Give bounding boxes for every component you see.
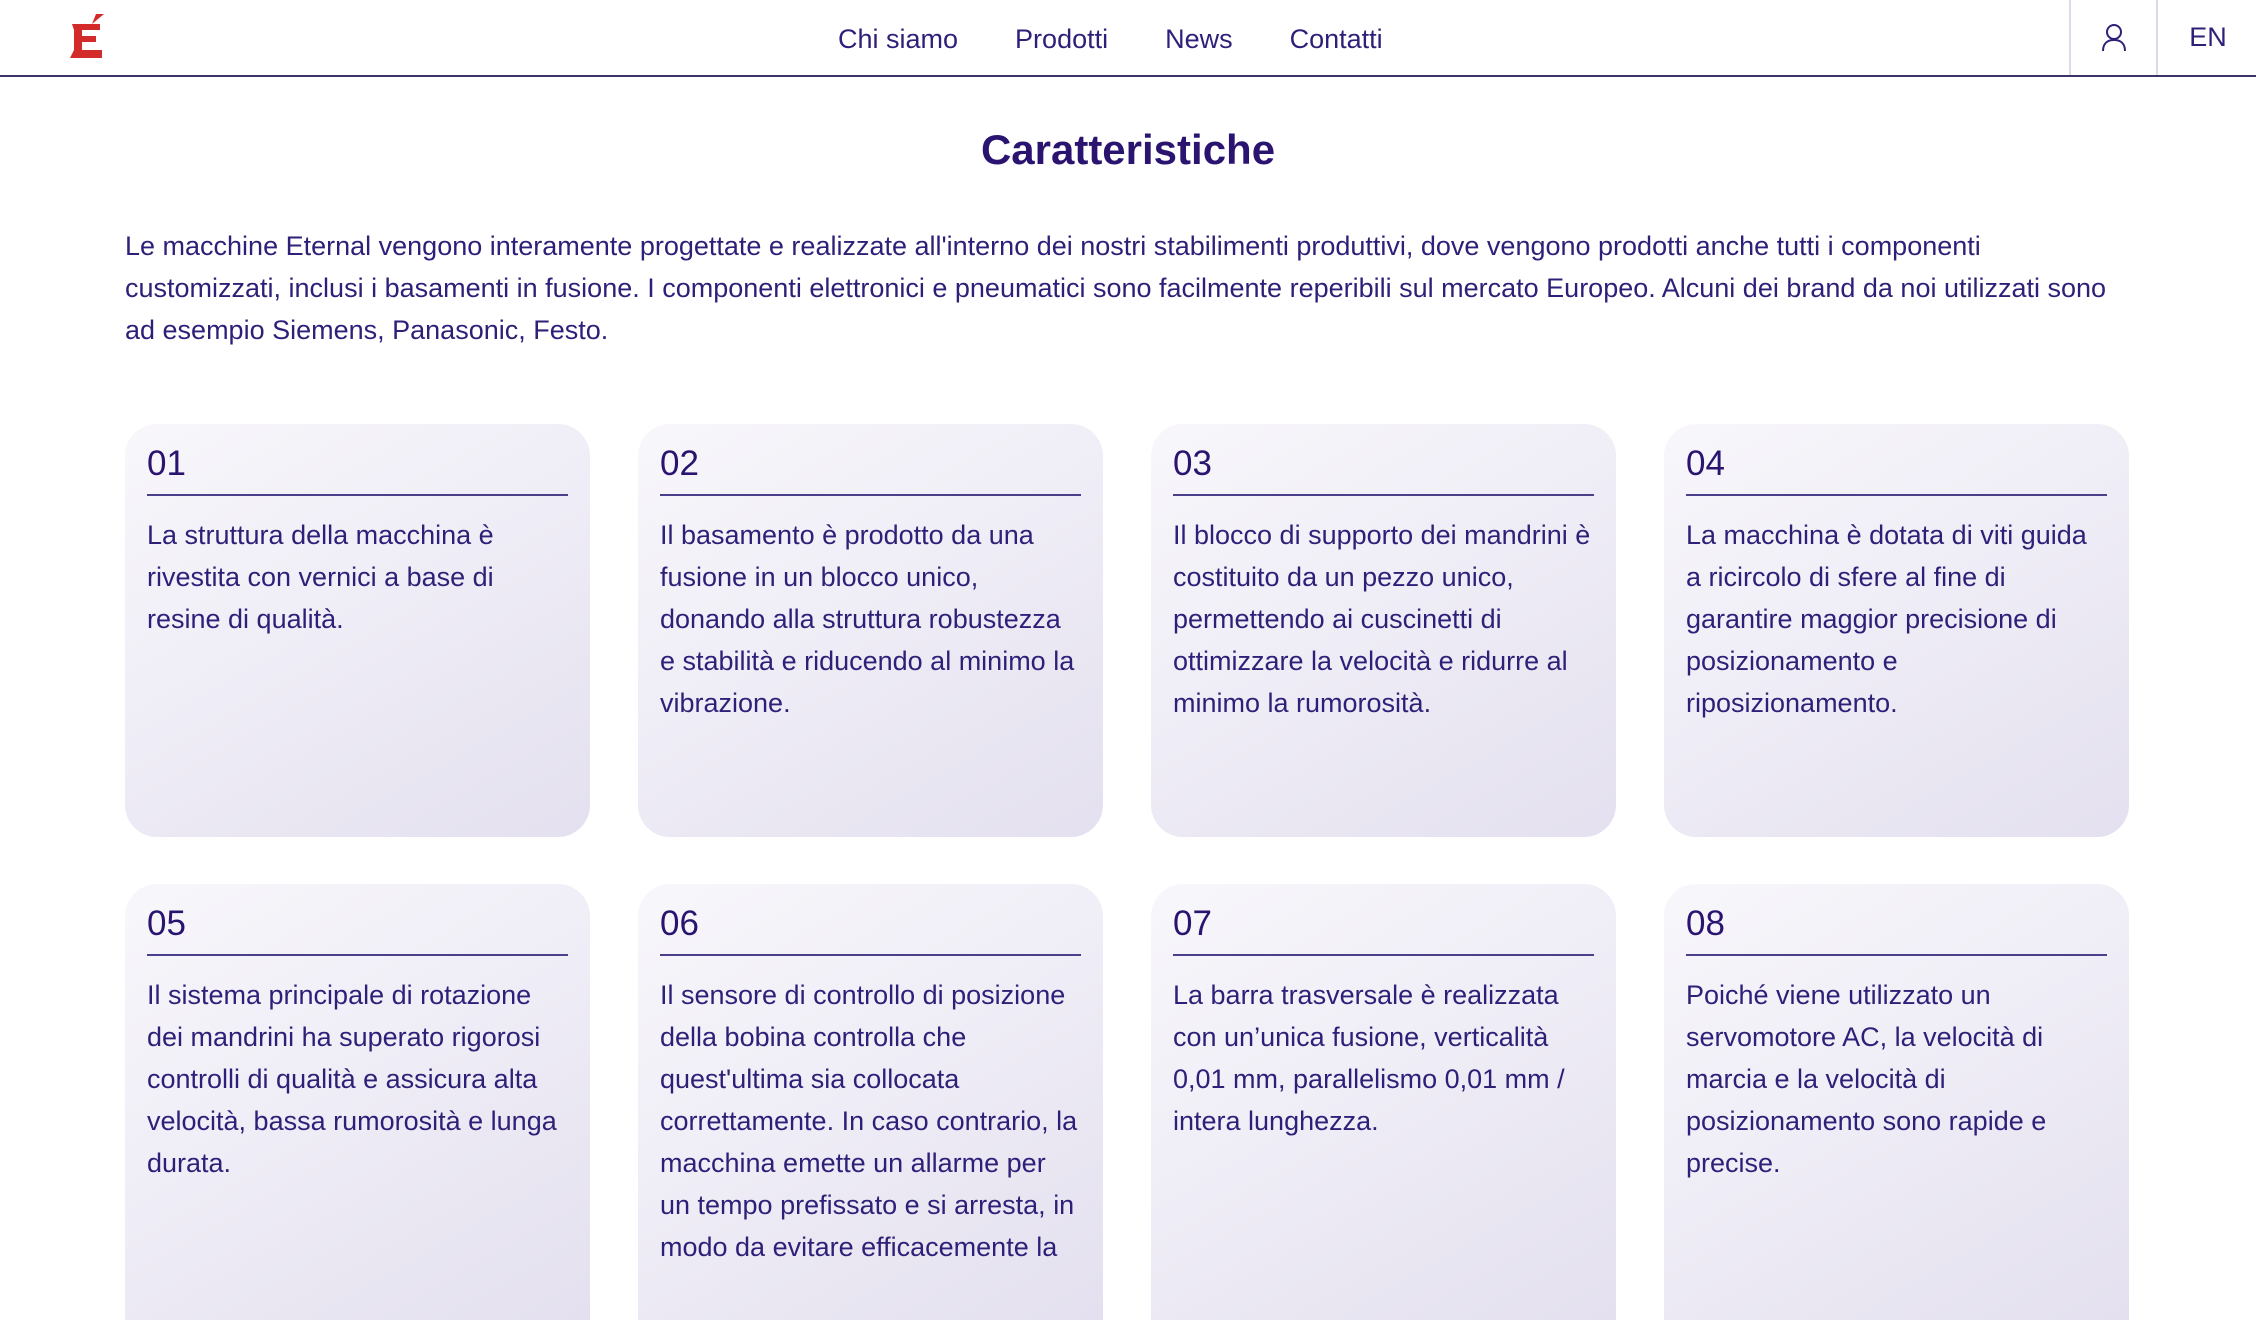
feature-card-07 [1151,884,1616,1320]
feature-number: 08 [1686,902,2107,956]
feature-card-06 [638,884,1103,1320]
feature-card-03 [1151,424,1616,837]
feature-text: Il blocco di supporto dei mandrini è costituito da un pezzo unico, permettendo ai cuscinetti di ottimizzare la velocità e ridurre al minimo la rumorosità. [1173,520,1591,718]
nav-item-chi-siamo[interactable]: Chi siamo [838,24,959,54]
nav-item-news[interactable]: News [1165,24,1233,54]
nav-item-contatti[interactable]: Contatti [1289,24,1383,54]
feature-text: La macchina è dotata di viti guida a ricircolo di sfere al fine di garantire maggior precisione di posizionamento e riposizionamento. [1686,520,2087,718]
section-title: Caratteristiche [980,126,1276,173]
feature-number: 05 [147,902,568,956]
feature-text: La struttura della macchina è rivestita con vernici a base di resine di qualità. [147,520,494,634]
eternal-logo-icon [66,12,116,62]
feature-card-02 [638,424,1103,837]
feature-text: Poiché viene utilizzato un servomotore AC, la velocità di marcia e la velocità di posizionamento sono rapide e precise. [1686,980,2047,1178]
feature-card-01 [125,424,590,837]
feature-number: 02 [660,442,1081,496]
top-navigation-bar [0,0,2256,77]
feature-card-08 [1664,884,2129,1320]
brand-logo[interactable] [66,12,116,62]
feature-text: Il sensore di controllo di posizione della bobina controlla che quest'ultima sia collocata correttamente. In caso contrario, la macchina emette un allarme per un tempo prefissato e si arresta, in modo da evitare efficacemente la [660,980,1078,1262]
feature-number: 07 [1173,902,1594,956]
feature-text: Il sistema principale di rotazione dei mandrini ha superato rigorosi controlli di qualità e assicura alta velocità, bassa rumorosità e lunga durata. [147,980,557,1178]
language-switch[interactable]: EN [2189,22,2227,52]
user-icon [2100,23,2128,53]
section-intro: Le macchine Eternal vengono interamente progettate e realizzate all'interno dei nostri stabilimenti produttivi, dove vengono prodotti anche tutti i componenti customizzati, inclusi i basamenti in fusione. I componenti elettronici e pneumatici sono facilmente reperibili sul mercato Europeo. Alcuni dei brand da noi utilizzati sono ad esempio Siemens, Panasonic, Festo. [125,231,2107,345]
feature-number: 03 [1173,442,1594,496]
nav-item-prodotti[interactable]: Prodotti [1015,24,1109,54]
main-nav [838,22,1383,56]
feature-text: La barra trasversale è realizzata con un’unica fusione, verticalità 0,01 mm, parallelismo 0,01 mm / intera lunghezza. [1173,980,1565,1136]
feature-number: 04 [1686,442,2107,496]
feature-card-04 [1664,424,2129,837]
feature-number: 01 [147,442,568,496]
feature-number: 06 [660,902,1081,956]
feature-text: Il basamento è prodotto da una fusione in un blocco unico, donando alla struttura robustezza e stabilità e riducendo al minimo la vibrazione. [660,520,1075,718]
account-button[interactable] [2069,0,2158,75]
feature-card-05 [125,884,590,1320]
